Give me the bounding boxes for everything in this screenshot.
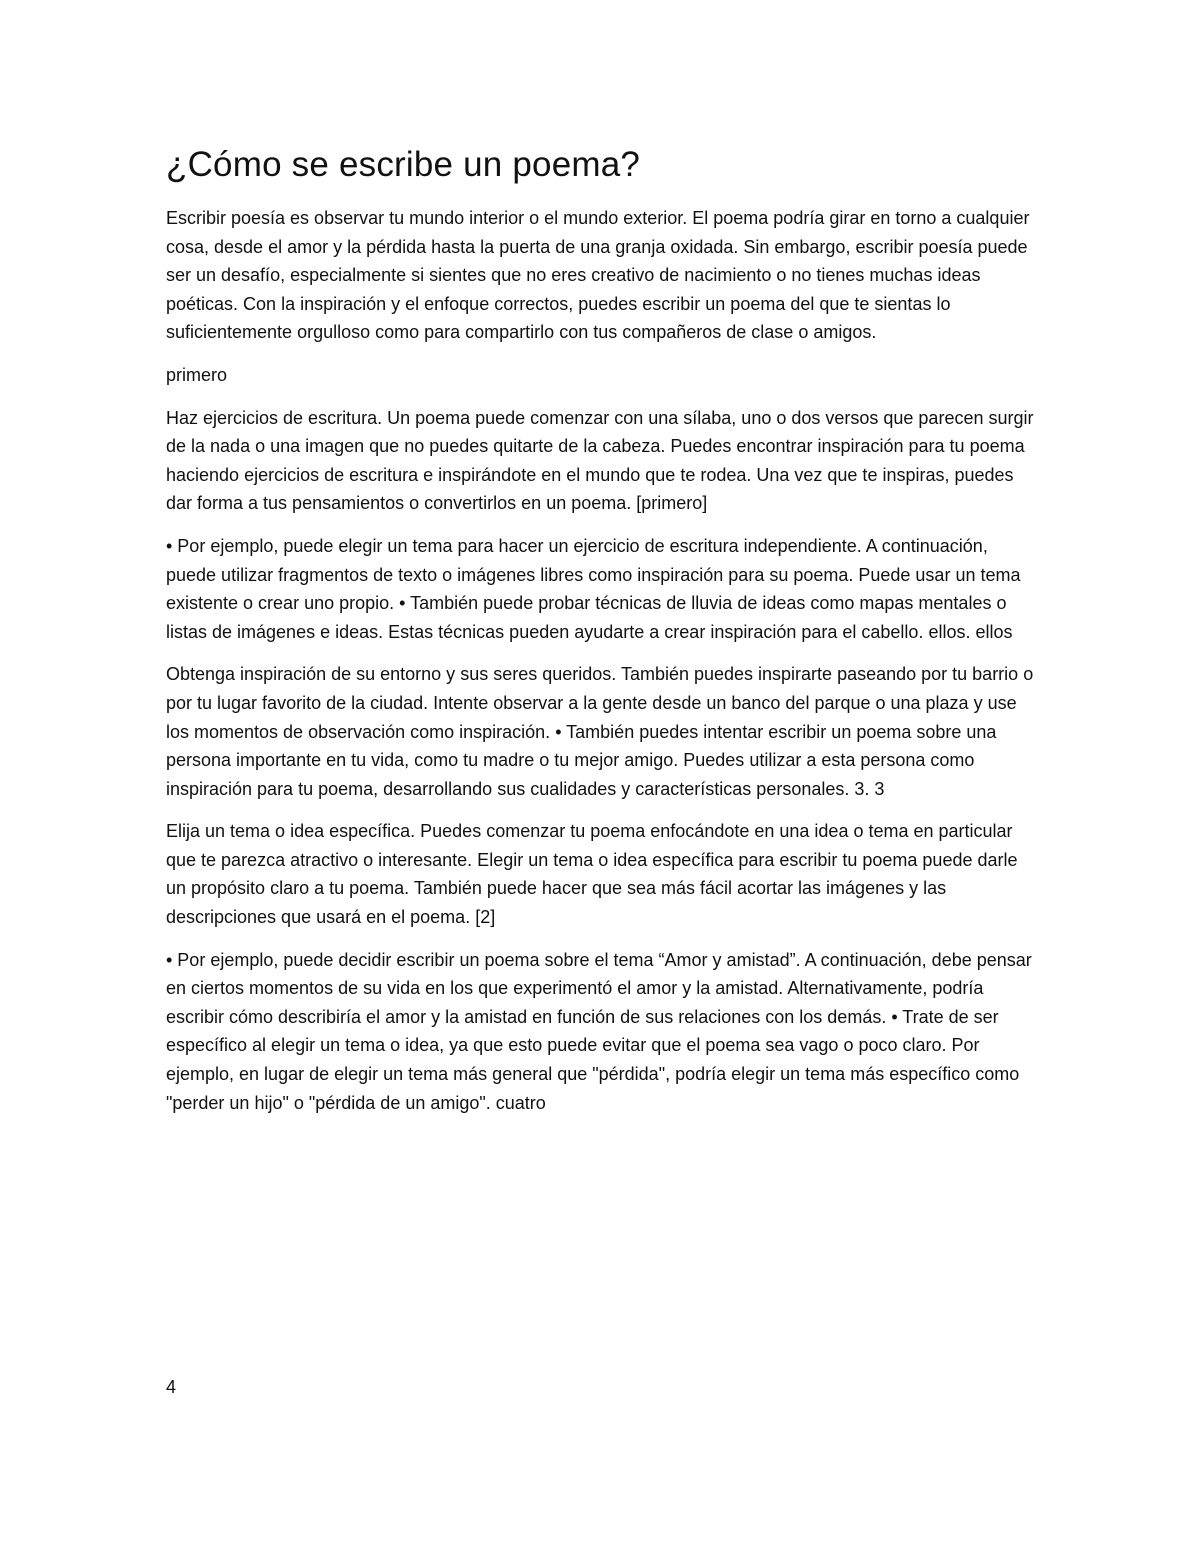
- paragraph-intro: Escribir poesía es observar tu mundo interior o el mundo exterior. El poema podría girar en torno a cualquier cosa, desde el amor y la pérdida hasta la puerta de una granja oxidada. Sin embargo, escribir poesía puede ser un desafío, especialmente si sientes que no eres creativo de nacimiento o no tienes muchas ideas poéticas. Con la inspiración y el enfoque correctos, puedes escribir un poema del que te sientas lo suficientemente orgulloso como para compartirlo con tus compañeros de clase o amigos.: [166, 208, 1030, 343]
- page-number: 4: [166, 1377, 177, 1397]
- paragraph-writing-exercises: Haz ejercicios de escritura. Un poema puede comenzar con una sílaba, uno o dos versos que parecen surgir de la nada o una imagen que no puedes quitarte de la cabeza. Puedes encontrar inspiración para tu poema haciendo ejercicios de escritura e inspirándote en el mundo que te rodea. Una vez que te inspiras, puedes dar forma a tus pensamientos o convertirlos en un poema. [primero]: [166, 407, 1034, 514]
- paragraph-example-topic: • Por ejemplo, puede decidir escribir un poema sobre el tema “Amor y amistad”. A continuación, debe pensar en ciertos momentos de su vida en los que experimentó el amor y la amistad. Alternativamente, podría escribir cómo describiría el amor y la amistad en función de sus relaciones con los demás. • Trate de ser específico al elegir un tema o idea, ya que esto puede evitar que el poema sea vago o poco claro. Por ejemplo, en lugar de elegir un tema más general que "pérdida", podría elegir un tema más específico como "perder un hijo" o "pérdida de un amigo". cuatro: [166, 949, 1032, 1113]
- paragraph-inspiration-surroundings: Obtenga inspiración de su entorno y sus seres queridos. También puedes inspirarte paseando por tu barrio o por tu lugar favorito de la ciudad. Intente observar a la gente desde un banco del parque o una plaza y use los momentos de observación como inspiración. • También puedes intentar escribir un poema sobre una persona importante en tu vida, como tu madre o tu mejor amigo. Puedes utilizar a esta persona como inspiración para tu poema, desarrollando sus cualidades y características personales. 3. 3: [166, 664, 1034, 799]
- section-marker: primero: [166, 364, 228, 385]
- paragraph-specific-topic: Elija un tema o idea específica. Puedes comenzar tu poema enfocándote en una idea o tema en particular que te parezca atractivo o interesante. Elegir un tema o idea específica para escribir tu poema puede darle un propósito claro a tu poema. También puede hacer que sea más fácil acortar las imágenes y las descripciones que usará en el poema. [2]: [166, 821, 1018, 928]
- page-title: ¿Cómo se escribe un poema?: [166, 145, 641, 184]
- paragraph-example-exercises: • Por ejemplo, puede elegir un tema para hacer un ejercicio de escritura independiente. A continuación, puede utilizar fragmentos de texto o imágenes libres como inspiración para su poema. Puede usar un tema existente o crear uno propio. • También puede probar técnicas de lluvia de ideas como mapas mentales o listas de imágenes e ideas. Estas técnicas pueden ayudarte a crear inspiración para el cabello. ellos. ellos: [166, 535, 1021, 642]
- document-body: [166, 142, 1038, 1131]
